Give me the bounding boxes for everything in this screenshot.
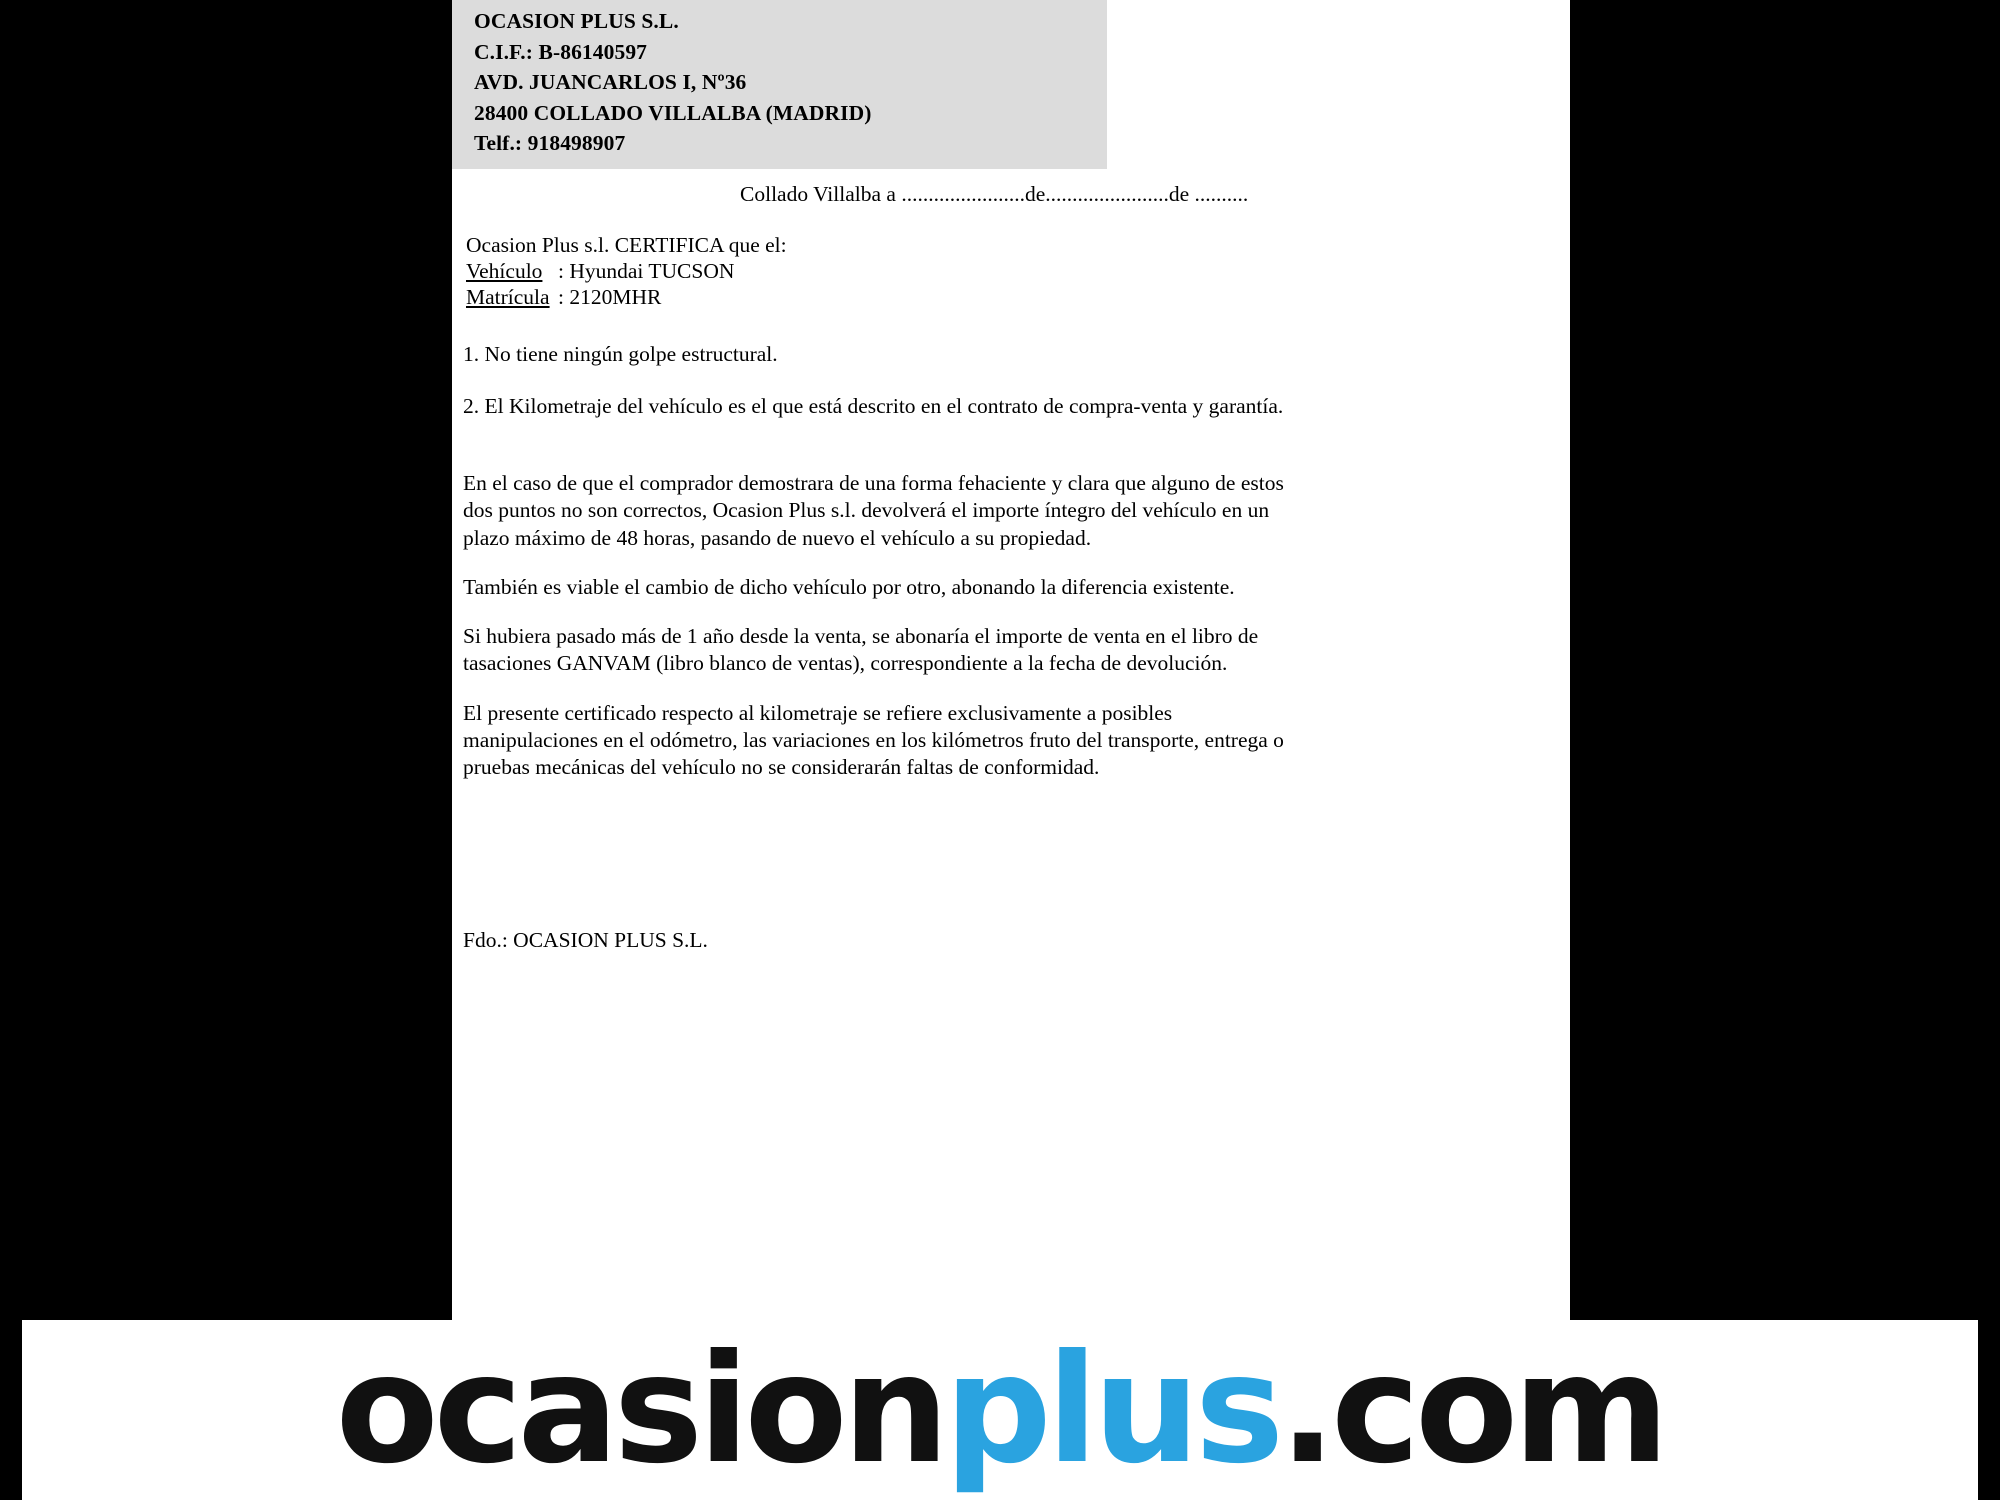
points-list [452, 341, 1570, 445]
footer-logo-strip [0, 1320, 2000, 1500]
date-line: Collado Villalba a .......................de.......................de .......... [740, 182, 1249, 206]
vehicle-label: Vehículo [466, 259, 543, 284]
plate-row [452, 284, 1570, 310]
logo-text-ocasion: ocasion [335, 1323, 945, 1497]
certificate-page [452, 0, 1570, 1320]
company-city: 28400 COLLADO VILLALBA (MADRID) [474, 100, 872, 125]
right-black-margin [1570, 0, 2000, 1320]
body-text [452, 470, 1295, 804]
company-address: AVD. JUANCARLOS I, Nº36 [474, 70, 747, 95]
vehicle-row [452, 258, 1570, 284]
company-phone: Telf.: 918498907 [474, 131, 626, 156]
paragraph: El presente certificado respecto al kilometraje se refiere exclusivamente a posibles manipulaciones en el odómetro, las variaciones en los kilómetros fruto del transporte, entrega o pruebas mecánicas del vehículo no se considerarán faltas de conformidad. [463, 700, 1284, 780]
paragraph: En el caso de que el comprador demostrara de una forma fehaciente y clara que alguno de estos dos puntos no son correctos, Ocasion Plus s.l. devolverá el importe íntegro del vehículo en un plazo máximo de 48 horas, pasando de nuevo el vehículo a su propiedad. [463, 471, 1284, 550]
certification-intro: Ocasion Plus s.l. CERTIFICA que el: [466, 233, 787, 257]
plate-label: Matrícula [466, 285, 550, 310]
company-cif: C.I.F.: B-86140597 [474, 39, 648, 64]
company-name: OCASION PLUS S.L. [474, 9, 679, 33]
paragraph: Si hubiera pasado más de 1 año desde la venta, se abonaría el importe de venta en el libro de tasaciones GANVAM (libro blanco de ventas), correspondiente a la fecha de devolución. [463, 624, 1259, 676]
logo-text-com: .com [1279, 1323, 1665, 1497]
signature-line: Fdo.: OCASION PLUS S.L. [463, 928, 708, 952]
vehicle-value: : Hyundai TUCSON [558, 259, 735, 284]
letterhead-block [452, 0, 1107, 169]
ocasionplus-logo [0, 1320, 2000, 1500]
plate-value: : 2120MHR [558, 285, 662, 310]
paragraph: También es viable el cambio de dicho vehículo por otro, abonando la diferencia existente. [463, 574, 1235, 599]
left-black-margin [0, 0, 452, 1320]
logo-text-plus: plus [944, 1323, 1280, 1497]
list-item: 2. El Kilometraje del vehículo es el que está descrito en el contrato de compra-venta y garantía. [463, 393, 1284, 418]
list-item: 1. No tiene ningún golpe estructural. [463, 342, 778, 366]
certification-block [452, 232, 1570, 311]
